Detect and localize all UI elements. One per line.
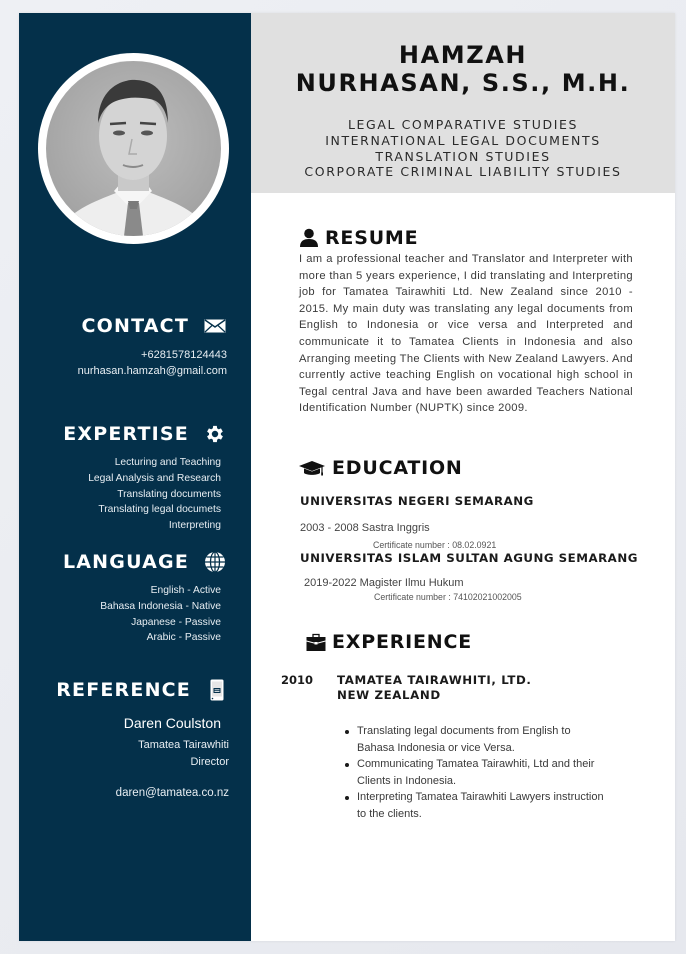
language-item: English - Active [150,585,221,596]
experience-heading-label: EXPERIENCE [332,631,473,653]
contact-email[interactable]: nurhasan.hamzah@gmail.com [77,365,227,377]
main-content [251,193,675,941]
specialty-item: INTERNATIONAL LEGAL DOCUMENTS [325,132,601,148]
name-header [251,13,675,193]
experience-duties [345,723,605,823]
contact-section [19,315,251,379]
contact-heading [19,315,227,337]
language-heading [19,551,227,573]
duty-item: Interpreting Tamatea Tairawhiti Lawyers instruction to the clients. [345,789,605,822]
specialty-item: CORPORATE CRIMINAL LIABILITY STUDIES [304,164,622,180]
language-item: Arabic - Passive [146,632,221,644]
profile-photo-frame [38,53,229,244]
reference-section [19,679,251,799]
resume-section [299,227,633,417]
education-section [298,457,638,602]
specialty-item: LEGAL COMPARATIVE STUDIES [347,117,579,132]
expertise-heading-label: EXPERTISE [63,423,189,445]
language-section [19,551,251,646]
briefcase-icon [306,632,331,652]
sidebar [19,13,251,941]
specialties-list [251,117,675,180]
reference-name: Daren Coulston [123,715,221,731]
resume-heading-label: RESUME [325,227,419,249]
expertise-section [19,423,251,534]
experience-heading [306,631,646,653]
graduation-cap-icon [298,458,330,478]
expertise-item: Lecturing and Teaching [114,457,221,468]
education-institution: UNIVERSITAS ISLAM SULTAN AGUNG SEMARANG [300,551,638,565]
gear-icon [203,424,227,444]
duty-item: Translating legal documents from English to Bahasa Indonesia or vice Versa. [345,723,605,756]
expertise-item: Translating legal documets [98,504,221,516]
reference-title: Director [190,755,229,768]
duty-item: Communicating Tamatea Tairawhiti, Ltd and their Clients in Indonesia. [345,756,605,789]
reference-company: Tamatea Tairawhiti [138,739,229,751]
education-years-program: 2003 - 2008 Sastra Inggris [300,522,430,534]
person-portrait-icon [46,61,221,236]
contact-phone[interactable]: +6281578124443 [141,349,227,361]
education-institution: UNIVERSITAS NEGERI SEMARANG [300,494,534,508]
education-heading [298,457,638,479]
education-certificate: Certificate number : 08.02.0921 [373,540,497,550]
envelope-icon [203,316,227,336]
reference-heading-label: REFERENCE [56,679,191,701]
resume-summary: I am a professional teacher and Translator and Interpreter with more than 5 years experience, I did translating and Interpreting job for Tamatea Tairawhiti Ltd. New Zealand since 2010 - 2015. My main duty was translating any legal documents from English to Indonesia or vice versa and Interpreted and communicate it to Tamatea Clients in Indonesia and also Arranging meeting The Clients with New Zealand Lawyers. And currently active teaching English on vocational high school in Tegal central Java and have been awarded Teachers National Identification Number (NUPTK) since 2009. [299,253,633,415]
language-heading-label: LANGUAGE [62,551,189,573]
experience-year: 2010 [281,673,314,687]
profile-photo [46,61,221,236]
resume-page [19,13,675,941]
education-heading-label: EDUCATION [332,457,463,479]
reference-heading [19,679,229,701]
company-name: TAMATEA TAIRAWHITI, LTD. [337,673,532,687]
reference-email[interactable]: daren@tamatea.co.nz [115,787,229,799]
name-line-1: HAMZAH [398,41,528,69]
resume-heading [299,227,633,249]
experience-company [337,673,531,702]
language-item: Japanese - Passive [131,616,221,628]
experience-section [281,631,646,820]
name-line-2: NURHASAN, S.S., M.H. [295,69,631,97]
contact-heading-label: CONTACT [81,315,189,337]
education-certificate: Certificate number : 74102021002005 [374,592,522,602]
expertise-heading [19,423,227,445]
expertise-item: Interpreting [168,520,221,532]
expertise-item: Legal Analysis and Research [88,472,221,484]
company-location: NEW ZEALAND [337,687,441,702]
specialty-item: TRANSLATION STUDIES [375,148,551,164]
user-icon [299,228,323,248]
education-years-program: 2019-2022 Magister Ilmu Hukum [304,577,464,589]
mobile-phone-icon [205,680,229,700]
expertise-item: Translating documents [117,488,221,500]
candidate-name [251,41,675,97]
globe-icon [203,552,227,572]
language-item: Bahasa Indonesia - Native [100,600,221,612]
